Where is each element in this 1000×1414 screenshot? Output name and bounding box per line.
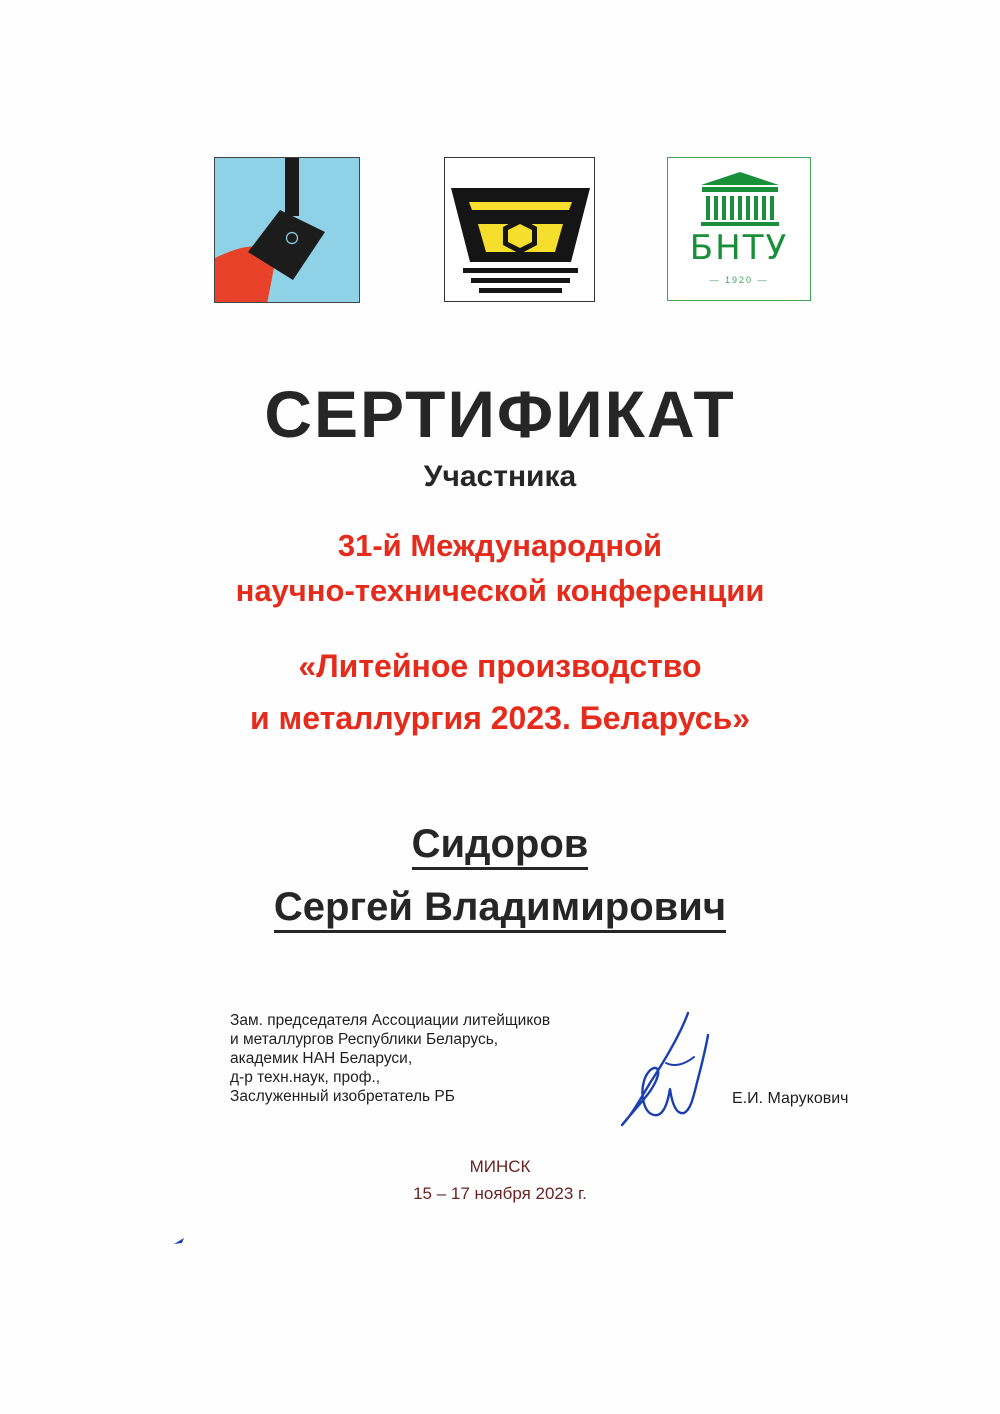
bntu-logo	[667, 157, 811, 301]
signer-titles	[230, 1011, 610, 1106]
certificate-title: СЕРТИФИКАТ	[264, 377, 736, 451]
participant-given-names	[0, 885, 1000, 930]
participant-given-names-text: Сергей Владимирович	[274, 885, 726, 933]
signer-title-line: Заслуженный изобретатель РБ	[230, 1088, 455, 1105]
foundry-ladle-logo	[214, 157, 360, 303]
signer-title-line: и металлургов Республики Беларусь,	[230, 1031, 499, 1048]
event-dates: 15 – 17 ноября 2023 г.	[413, 1184, 587, 1203]
conference-line-1: 31-й Международной	[337, 528, 663, 563]
certificate-subtitle: Участника	[423, 460, 577, 493]
conference-line-2: научно-технической конференции	[235, 573, 765, 608]
signer-title-line: д-р техн.наук, проф.,	[230, 1069, 381, 1086]
signer-title-line: Зам. председателя Ассоциации литейщиков	[230, 1012, 551, 1029]
participant-surname	[0, 822, 1000, 867]
bmz-emblem-icon	[445, 158, 596, 303]
bmz-logo	[444, 157, 595, 302]
bntu-year: — 1920 —	[709, 275, 769, 285]
ladle-icon	[215, 158, 360, 303]
city: МИНСК	[469, 1157, 531, 1176]
handwritten-signature	[610, 1005, 720, 1135]
signer-title-line: академик НАН Беларуси,	[230, 1050, 413, 1067]
conference-name-line-2: и металлургия 2023. Беларусь»	[249, 700, 751, 736]
participant-surname-text: Сидоров	[412, 822, 589, 870]
ink-speck	[172, 1236, 186, 1246]
bntu-name: БНТУ	[689, 228, 789, 268]
conference-name-line-1: «Литейное производство	[298, 648, 702, 684]
signer-name: Е.И. Марукович	[732, 1090, 849, 1107]
